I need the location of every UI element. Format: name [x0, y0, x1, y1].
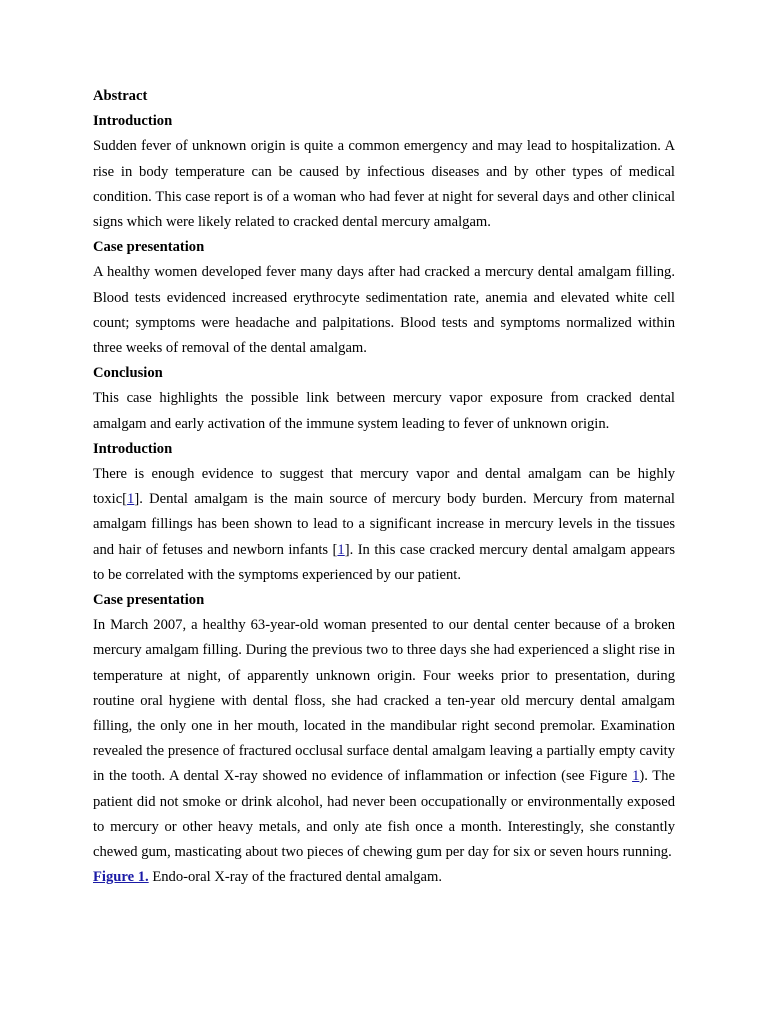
- document-page: [93, 84, 675, 891]
- abstract-case-text: A healthy women developed fever many days after had cracked a mercury dental amalgam filling. Blood tests evidenced increased erythrocyte sedimentation rate, anemia and elevated white cell count; symptoms were headache and palpitations. Blood tests and symptoms normalized within three weeks of removal of the dental amalgam.: [93, 264, 675, 357]
- case-presentation-heading: Case presentation: [93, 592, 205, 609]
- introduction-text: [93, 462, 675, 588]
- introduction-text-part1: There is enough evidence to suggest that mercury vapor and dental amalgam can be highly toxic[: [93, 466, 675, 508]
- case-presentation-text: [93, 613, 675, 865]
- abstract-heading: Abstract: [93, 88, 148, 104]
- figure-caption-text: Endo-oral X-ray of the fractured dental amalgam.: [148, 869, 443, 886]
- figure-label-link[interactable]: Figure 1.: [93, 869, 149, 886]
- abstract-case-heading: Case presentation: [93, 239, 205, 256]
- case-presentation-text-part1: In March 2007, a healthy 63-year-old woman presented to our dental center because of a broken mercury amalgam filling. During the previous two to three days she had experienced a slight rise in temperature at night, of apparently unknown origin. Four weeks prior to presentation, during routine oral hygiene with dental floss, she had cracked a ten-year old mercury dental amalgam filling, the only one in her mouth, located in the mandibular right second premolar. Examination revealed the presence of fractured occlusal surface dental amalgam leaving a partially empty cavity in the tooth. A dental X-ray showed no evidence of inflammation or infection (see Figure: [93, 617, 675, 785]
- figure-reference-link[interactable]: 1: [632, 768, 640, 785]
- introduction-text-part2: ]. Dental amalgam is the main source of mercury body burden. Mercury from maternal amalgam fillings has been shown to lead to a significant increase in mercury levels in the tissues and hair of fetuses and newborn infants [: [93, 491, 675, 558]
- case-presentation-text-part2: ). The patient did not smoke or drink alcohol, had never been occupationally or environmentally exposed to mercury or other heavy metals, and only ate fish once a month. Interestingly, she constantly chewed gum, masticating about two pieces of chewing gum per day for six or seven hours running.: [93, 768, 675, 861]
- introduction-text-part3: ]. In this case cracked mercury dental amalgam appears to be correlated with the symptoms experienced by our patient.: [93, 541, 675, 583]
- reference-link-1[interactable]: 1: [127, 491, 135, 508]
- reference-link-2[interactable]: 1: [337, 541, 345, 558]
- figure-caption: [93, 865, 675, 890]
- abstract-introduction-text: Sudden fever of unknown origin is quite a common emergency and may lead to hospitalization. A rise in body temperature can be caused by infectious diseases and by other types of medical condition. This case report is of a woman who had fever at night for several days and other clinical signs which were likely related to cracked dental mercury amalgam.: [93, 138, 675, 231]
- introduction-heading: Introduction: [93, 440, 173, 457]
- abstract-conclusion-text: This case highlights the possible link between mercury vapor exposure from cracked dental amalgam and early activation of the immune system leading to fever of unknown origin.: [93, 390, 675, 432]
- abstract-introduction-heading: Introduction: [93, 113, 173, 130]
- abstract-conclusion-heading: Conclusion: [93, 365, 163, 382]
